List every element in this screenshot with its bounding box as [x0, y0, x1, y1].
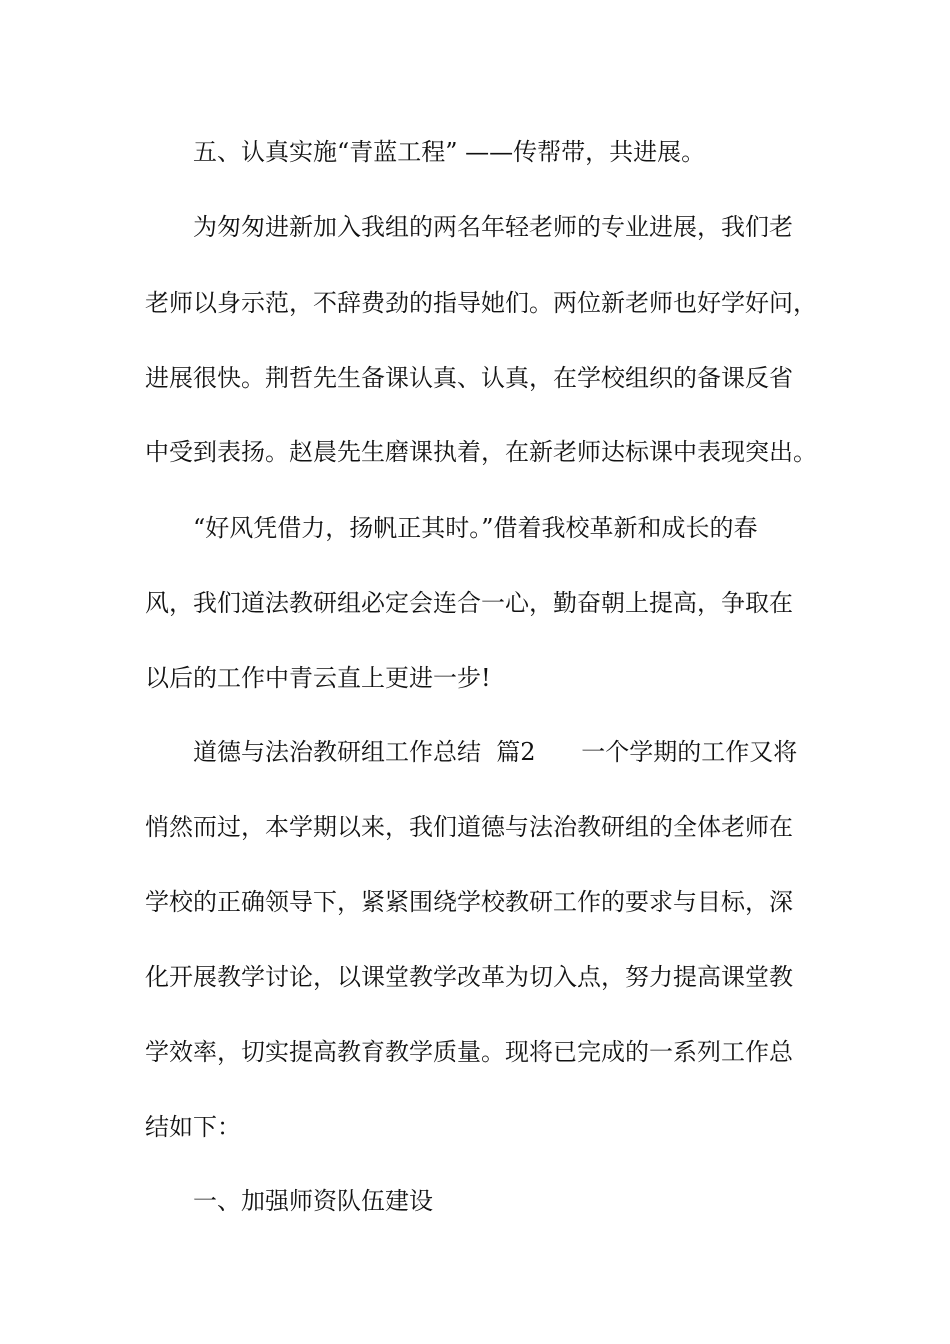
paragraph-line: 学效率，切实提高教育教学质量。现将已完成的一系列工作总 — [145, 1038, 793, 1066]
paragraph-line: 进展很快。荆哲先生备课认真、认真，在学校组织的备课反省 — [145, 364, 793, 392]
paragraph-line: “好风凭借力，扬帆正其时。”借着我校革新和成长的春 — [193, 514, 758, 542]
paragraph-line: 化开展教学讨论，以课堂教学改革为切入点，努力提高课堂教 — [145, 963, 793, 991]
paragraph-line: 风，我们道法教研组必定会连合一心，勤奋朝上提高，争取在 — [145, 589, 793, 617]
paragraph-line: 为匆匆进新加入我组的两名年轻老师的专业进展，我们老 — [193, 213, 793, 241]
paragraph-line: 以后的工作中青云直上更进一步! — [145, 664, 491, 692]
paragraph-line: 中受到表扬。赵晨先生磨课执着，在新老师达标课中表现突出。 — [145, 438, 817, 466]
paragraph-line: 悄然而过，本学期以来，我们道德与法治教研组的全体老师在 — [145, 813, 793, 841]
paragraph-line: 学校的正确领导下，紧紧围绕学校教研工作的要求与目标，深 — [145, 888, 793, 916]
article-title-line: 道德与法治教研组工作总结 篇2 一个学期的工作又将 — [193, 738, 798, 766]
paragraph-line: 结如下： — [145, 1113, 241, 1141]
section-heading-five: 五、认真实施“青蓝工程” ——传帮带，共进展。 — [193, 138, 706, 166]
paragraph-line: 老师以身示范，不辞费劲的指导她们。两位新老师也好学好问， — [145, 289, 817, 317]
section-heading-one: 一、加强师资队伍建设 — [193, 1187, 433, 1215]
